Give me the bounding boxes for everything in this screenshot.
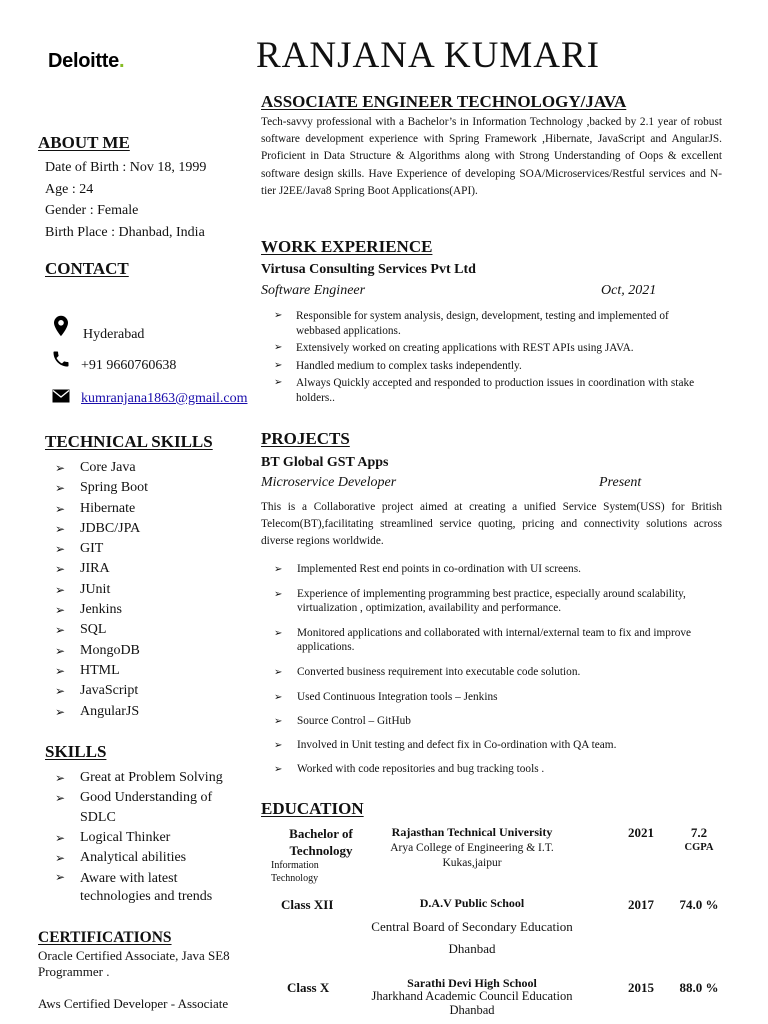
arrow-bullet-icon: ➢ [274,628,283,639]
education-institution-detail: Central Board of Secondary Education Dhanbad [371,919,573,956]
certifications-heading: CERTIFICATIONS [38,929,172,946]
arrow-bullet-icon: ➢ [55,521,66,536]
location-pin-icon [53,315,69,342]
list-item: ➢ HTML [45,661,148,681]
projects-heading: PROJECTS [261,429,350,448]
list-item: ➢ Great at Problem Solving [45,768,245,788]
education-institution: Rajasthan Technical University [391,825,553,839]
education-degree: Class X [287,980,330,995]
arrow-bullet-icon: ➢ [274,377,283,388]
job-date: Oct, 2021 [601,283,657,298]
list-item: ➢ Jenkins [45,600,148,620]
project-bullet: Used Continuous Integration tools – Jenkins [297,691,498,703]
job-title-heading: ASSOCIATE ENGINEER TECHNOLOGY/JAVA [261,92,627,111]
education-year: 2017 [628,897,654,912]
arrow-bullet-icon: ➢ [274,692,283,703]
arrow-bullet-icon: ➢ [55,870,66,884]
arrow-bullet-icon: ➢ [55,582,66,597]
arrow-bullet-icon: ➢ [274,342,283,353]
arrow-bullet-icon: ➢ [274,359,283,371]
contact-location: Hyderabad [83,327,145,342]
project-bullet: Monitored applications and collaborated with internal/external team to fix and improve applications. [297,627,692,653]
arrow-bullet-icon: ➢ [55,704,66,719]
list-item: ➢ AngularJS [45,702,148,722]
education-institution: Sarathi Devi High School [407,976,537,990]
contact-heading: CONTACT [45,259,129,278]
education-heading: EDUCATION [261,799,364,818]
certification-item: Oracle Certified Associate, Java SE8 Programmer . [38,948,230,979]
project-role: Microservice Developer [261,475,397,490]
list-item: ➢ Always Quickly accepted and responded to production issues in coordination with stake holders.. [274,377,695,404]
contact-phone: +91 9660760638 [81,358,177,373]
list-item: ➢ Handled medium to complex tasks independently. [274,359,522,372]
project-bullet: Implemented Rest end points in co-ordination with UI screens. [297,563,581,575]
education-institution-detail: Arya College of Engineering & I.T. Kukas,jaipur [390,842,554,869]
list-item: ➢ SQL [45,620,148,640]
professional-summary: Tech-savvy professional with a Bachelor’s in Information Technology ,backed by 2.1 year of robust software development experience with Spring Framework ,Hibernate, JavaScript and AngularJS. Proficient in Data Structure & Algorithms along with Strong Understanding of Oops & excellent software design skills. Have Experience of developing SOA/Microservices/Restful services and N-tier J2EE/Java8 Spring Boot Applications(API). [261,116,722,197]
list-item: ➢ GIT [45,539,148,559]
arrow-bullet-icon: ➢ [55,623,66,638]
project-description: This is a Collaborative project aimed at creating a unified Service System(USS) for British Telecom(BT),facilitating streamlined service quoting, pricing and connectivity solutions across diverse regions worldwide. [261,501,722,548]
about-dob: Date of Birth : Nov 18, 1999 [45,160,207,175]
about-age: Age : 24 [45,181,94,197]
technical-skills-heading: TECHNICAL SKILLS [45,432,213,451]
about-gender: Gender : Female [45,203,139,218]
education-score: 74.0 % [679,897,719,912]
education-year: 2015 [628,980,654,995]
education-institution-detail: Jharkhand Academic Council Education Dhanbad [371,989,573,1017]
arrow-bullet-icon: ➢ [55,684,66,699]
arrow-bullet-icon: ➢ [55,603,66,618]
education-year: 2021 [628,825,654,840]
arrow-bullet-icon: ➢ [274,589,283,600]
project-date: Present [599,475,642,490]
arrow-bullet-icon: ➢ [55,771,66,785]
arrow-bullet-icon: ➢ [55,663,66,678]
education-degree: Class XII [281,897,334,912]
project-bullet: Worked with code repositories and bug tracking tools . [297,763,545,775]
education-score: 7.2 [690,825,708,840]
work-responsibilities [261,309,711,408]
list-item: ➢ Core Java [45,458,148,478]
arrow-bullet-icon: ➢ [274,564,283,575]
phone-icon [51,349,71,374]
list-item: ➢ Responsible for system analysis, design, development, testing and implemented of webbased applications. [274,310,669,337]
certification-item: Aws Certified Developer - Associate [38,996,229,1011]
list-item: ➢ JIRA [45,559,148,579]
candidate-name: RANJANA KUMARI [256,35,600,76]
arrow-bullet-icon: ➢ [274,764,283,775]
list-item: ➢ Spring Boot [45,478,148,498]
contact-email-link[interactable]: kumranjana1863@gmail.com [81,391,248,406]
arrow-bullet-icon: ➢ [274,310,283,321]
list-item: ➢ JavaScript [45,681,148,701]
list-item: ➢ Aware with latest technologies and trends [55,870,213,904]
project-bullet: Experience of implementing programming best practice, especially around scalability, virtualization , optimization, availability and performance. [297,588,686,614]
email-icon [52,389,70,408]
arrow-bullet-icon: ➢ [274,667,283,678]
education-score-unit: CGPA [684,842,714,853]
list-item: ➢ Analytical abilities [45,848,245,868]
skills-heading: SKILLS [45,742,107,761]
education-degree: Bachelor of Technology [289,826,353,858]
arrow-bullet-icon: ➢ [55,791,66,805]
arrow-bullet-icon: ➢ [55,643,66,658]
work-experience-heading: WORK EXPERIENCE [261,237,433,256]
arrow-bullet-icon: ➢ [55,481,66,496]
technical-skills-list [45,458,148,722]
education-specialization: Information Technology [271,860,319,884]
skills-list [45,768,245,906]
list-item: ➢ Good Understanding of SDLC [55,790,213,825]
logo-text: Deloitte [48,50,119,72]
project-bullet: Involved in Unit testing and defect fix in Co-ordination with QA team. [297,739,617,751]
list-item: ➢ JUnit [45,580,148,600]
arrow-bullet-icon: ➢ [55,461,66,475]
arrow-bullet-icon: ➢ [55,831,66,845]
deloitte-logo [48,50,124,73]
arrow-bullet-icon: ➢ [274,740,283,751]
project-bullet: Converted business requirement into executable code solution. [297,666,581,678]
about-birthplace: Birth Place : Dhanbad, India [45,224,205,240]
list-item: ➢ MongoDB [45,641,148,661]
education-institution: D.A.V Public School [419,896,525,910]
arrow-bullet-icon: ➢ [55,562,66,577]
project-bullet: Source Control – GitHub [297,715,411,727]
list-item: ➢ Hibernate [45,499,148,519]
list-item: ➢ Logical Thinker [45,828,245,848]
job-role: Software Engineer [261,283,366,298]
about-heading: ABOUT ME [38,133,130,152]
company-name: Virtusa Consulting Services Pvt Ltd [261,262,476,277]
education-score: 88.0 % [679,980,719,995]
arrow-bullet-icon: ➢ [55,851,66,865]
arrow-bullet-icon: ➢ [55,542,66,557]
arrow-bullet-icon: ➢ [274,716,283,727]
project-name: BT Global GST Apps [261,455,389,470]
logo-dot: . [118,50,125,72]
arrow-bullet-icon: ➢ [55,501,66,516]
list-item: ➢ JDBC/JPA [45,519,148,539]
list-item: ➢ Extensively worked on creating applications with REST APIs using JAVA. [274,342,634,354]
about-section [45,157,206,243]
